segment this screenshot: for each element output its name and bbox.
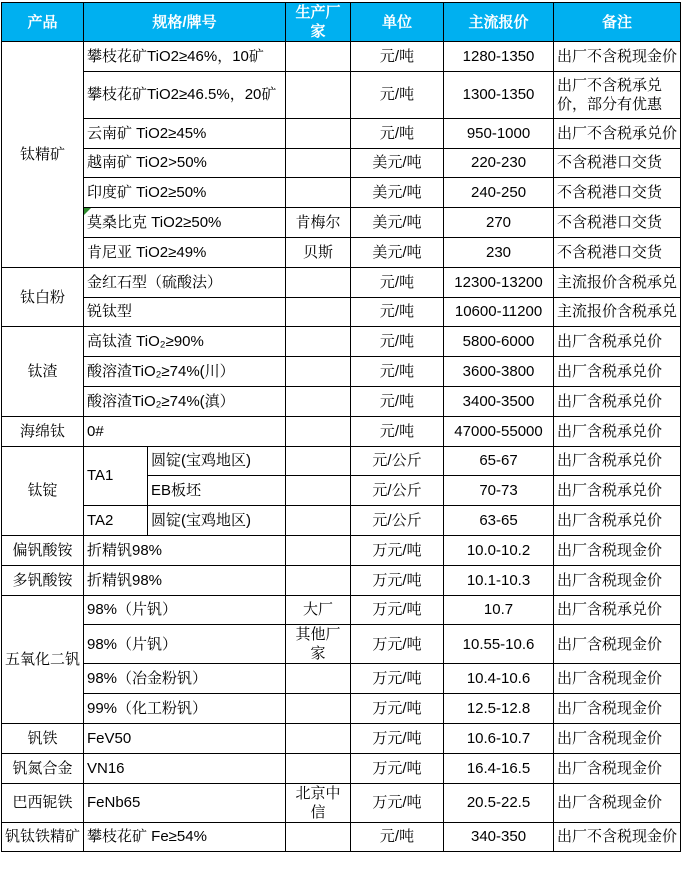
note-cell: 出厂含税承兑价: [554, 357, 681, 387]
note-cell: 主流报价含税承兑: [554, 267, 681, 297]
table-row: [2, 208, 681, 238]
note-cell: 出厂含税承兑价: [554, 327, 681, 357]
spec-cell: 印度矿 TiO2≥50%: [84, 178, 286, 208]
price-cell: 12300-13200: [444, 267, 554, 297]
unit-cell: 万元/吨: [351, 664, 444, 694]
header-maker: 生产厂家: [286, 3, 351, 42]
maker-cell: [286, 664, 351, 694]
spec-cell: 折精钒98%: [84, 565, 286, 595]
price-cell: 47000-55000: [444, 416, 554, 446]
maker-cell: [286, 535, 351, 565]
spec-cell: 高钛渣 TiO₂≥90%: [84, 327, 286, 357]
table-row: [2, 565, 681, 595]
table-row: [2, 506, 681, 536]
unit-cell: 万元/吨: [351, 595, 444, 625]
note-cell: 出厂含税现金价: [554, 625, 681, 664]
spec-cell: FeV50: [84, 723, 286, 753]
table-row: [2, 178, 681, 208]
note-cell: 不含税港口交货: [554, 208, 681, 238]
product-cell: 钒铁: [2, 723, 84, 753]
unit-cell: 万元/吨: [351, 625, 444, 664]
spec-cell: 锐钛型: [84, 297, 286, 327]
maker-cell: [286, 71, 351, 118]
note-cell: 出厂含税承兑价: [554, 476, 681, 506]
product-cell: 海绵钛: [2, 416, 84, 446]
maker-cell: 大厂: [286, 595, 351, 625]
spec-cell: [84, 208, 286, 238]
spec-cell: 98%（冶金粉钒）: [84, 664, 286, 694]
note-cell: 出厂含税现金价: [554, 565, 681, 595]
maker-cell: [286, 267, 351, 297]
price-cell: 63-65: [444, 506, 554, 536]
price-cell: 12.5-12.8: [444, 694, 554, 724]
unit-cell: 元/吨: [351, 297, 444, 327]
note-cell: 出厂不含税现金价: [554, 822, 681, 852]
table-row: [2, 783, 681, 822]
table-row: [2, 237, 681, 267]
header-product: 产品: [2, 3, 84, 42]
spec-cell: 酸溶渣TiO₂≥74%(滇）: [84, 386, 286, 416]
price-cell: 220-230: [444, 148, 554, 178]
maker-cell: [286, 694, 351, 724]
maker-cell: [286, 822, 351, 852]
note-cell: 出厂含税现金价: [554, 664, 681, 694]
note-cell: 出厂不含税现金价: [554, 42, 681, 72]
spec-cell: FeNb65: [84, 783, 286, 822]
table-row: [2, 664, 681, 694]
spec-cell: 肯尼亚 TiO2≥49%: [84, 237, 286, 267]
note-cell: 出厂不含税承兑价，部分有优惠: [554, 71, 681, 118]
unit-cell: 元/公斤: [351, 446, 444, 476]
price-table: [1, 2, 681, 852]
maker-cell: [286, 386, 351, 416]
product-cell: 五氧化二钒: [2, 595, 84, 723]
spec-grade-cell: TA1: [84, 446, 148, 506]
product-cell: 钛渣: [2, 327, 84, 416]
table-row: [2, 694, 681, 724]
note-cell: 主流报价含税承兑: [554, 297, 681, 327]
unit-cell: 元/吨: [351, 327, 444, 357]
price-cell: 10.6-10.7: [444, 723, 554, 753]
note-cell: 出厂含税承兑价: [554, 595, 681, 625]
unit-cell: 万元/吨: [351, 753, 444, 783]
product-cell: 偏钒酸铵: [2, 535, 84, 565]
note-cell: 出厂含税现金价: [554, 723, 681, 753]
unit-cell: 元/吨: [351, 357, 444, 387]
price-cell: 340-350: [444, 822, 554, 852]
unit-cell: 元/吨: [351, 267, 444, 297]
spec-cell: 0#: [84, 416, 286, 446]
unit-cell: 万元/吨: [351, 694, 444, 724]
price-cell: 10.7: [444, 595, 554, 625]
note-cell: 出厂含税现金价: [554, 783, 681, 822]
spec-form-cell: 圆锭(宝鸡地区): [148, 446, 286, 476]
table-row: [2, 446, 681, 476]
table-row: [2, 753, 681, 783]
header-spec: 规格/牌号: [84, 3, 286, 42]
price-cell: 65-67: [444, 446, 554, 476]
price-cell: 10.1-10.3: [444, 565, 554, 595]
unit-cell: 美元/吨: [351, 237, 444, 267]
table-row: [2, 822, 681, 852]
unit-cell: 万元/吨: [351, 535, 444, 565]
product-cell: 钒钛铁精矿: [2, 822, 84, 852]
price-cell: 20.5-22.5: [444, 783, 554, 822]
green-triangle-marker-icon: [84, 208, 91, 215]
unit-cell: 元/公斤: [351, 506, 444, 536]
price-cell: 240-250: [444, 178, 554, 208]
maker-cell: [286, 327, 351, 357]
table-row: [2, 267, 681, 297]
spec-cell: 云南矿 TiO2≥45%: [84, 118, 286, 148]
maker-cell: [286, 506, 351, 536]
table-row: [2, 42, 681, 72]
unit-cell: 元/公斤: [351, 476, 444, 506]
spec-grade-cell: TA2: [84, 506, 148, 536]
unit-cell: 美元/吨: [351, 148, 444, 178]
price-cell: 10.55-10.6: [444, 625, 554, 664]
price-cell: 16.4-16.5: [444, 753, 554, 783]
note-cell: 不含税港口交货: [554, 148, 681, 178]
table-row: [2, 327, 681, 357]
note-cell: 出厂不含税承兑价: [554, 118, 681, 148]
product-cell: 钒氮合金: [2, 753, 84, 783]
spec-cell: 酸溶渣TiO₂≥74%(川）: [84, 357, 286, 387]
table-row: [2, 118, 681, 148]
maker-cell: [286, 297, 351, 327]
price-cell: 5800-6000: [444, 327, 554, 357]
maker-cell: 肯梅尔: [286, 208, 351, 238]
spec-cell: 越南矿 TiO2>50%: [84, 148, 286, 178]
spec-cell: 攀枝花矿TiO2≥46%，10矿: [84, 42, 286, 72]
maker-cell: 贝斯: [286, 237, 351, 267]
table-row: [2, 625, 681, 664]
note-cell: 出厂含税现金价: [554, 535, 681, 565]
note-cell: 出厂含税承兑价: [554, 446, 681, 476]
table-header: [2, 3, 681, 42]
maker-cell: [286, 148, 351, 178]
note-cell: 出厂含税承兑价: [554, 506, 681, 536]
table-row: [2, 416, 681, 446]
maker-cell: [286, 416, 351, 446]
table-row: [2, 386, 681, 416]
table-row: [2, 297, 681, 327]
maker-cell: 北京中信: [286, 783, 351, 822]
unit-cell: 美元/吨: [351, 178, 444, 208]
table-row: [2, 535, 681, 565]
unit-cell: 美元/吨: [351, 208, 444, 238]
product-cell: 钛白粉: [2, 267, 84, 327]
price-cell: 950-1000: [444, 118, 554, 148]
spec-text: 莫桑比克 TiO2≥50%: [87, 214, 222, 232]
spec-cell: 折精钒98%: [84, 535, 286, 565]
price-cell: 10600-11200: [444, 297, 554, 327]
price-cell: 3400-3500: [444, 386, 554, 416]
header-unit: 单位: [351, 3, 444, 42]
spec-cell: VN16: [84, 753, 286, 783]
maker-cell: [286, 723, 351, 753]
unit-cell: 元/吨: [351, 42, 444, 72]
table-row: [2, 71, 681, 118]
price-cell: 10.4-10.6: [444, 664, 554, 694]
note-cell: 出厂含税现金价: [554, 753, 681, 783]
spec-cell: 攀枝花矿TiO2≥46.5%，20矿: [84, 71, 286, 118]
price-cell: 10.0-10.2: [444, 535, 554, 565]
spec-cell: 金红石型（硫酸法）: [84, 267, 286, 297]
note-cell: 不含税港口交货: [554, 178, 681, 208]
unit-cell: 元/吨: [351, 118, 444, 148]
table-row: [2, 595, 681, 625]
product-cell: 多钒酸铵: [2, 565, 84, 595]
price-cell: 70-73: [444, 476, 554, 506]
unit-cell: 元/吨: [351, 822, 444, 852]
table-row: [2, 357, 681, 387]
note-cell: 出厂含税承兑价: [554, 416, 681, 446]
maker-cell: [286, 357, 351, 387]
price-cell: 1300-1350: [444, 71, 554, 118]
maker-cell: [286, 446, 351, 476]
product-cell: 巴西铌铁: [2, 783, 84, 822]
product-cell: 钛精矿: [2, 42, 84, 268]
table-row: [2, 723, 681, 753]
spec-cell: 98%（片钒）: [84, 625, 286, 664]
table-row: [2, 148, 681, 178]
maker-cell: [286, 178, 351, 208]
price-cell: 3600-3800: [444, 357, 554, 387]
spec-cell: 攀枝花矿 Fe≥54%: [84, 822, 286, 852]
maker-cell: [286, 565, 351, 595]
spec-cell: 99%（化工粉钒）: [84, 694, 286, 724]
spec-form-cell: EB板坯: [148, 476, 286, 506]
price-cell: 270: [444, 208, 554, 238]
spec-cell: 98%（片钒）: [84, 595, 286, 625]
maker-cell: [286, 118, 351, 148]
header-note: 备注: [554, 3, 681, 42]
maker-cell: [286, 42, 351, 72]
header-price: 主流报价: [444, 3, 554, 42]
price-cell: 230: [444, 237, 554, 267]
unit-cell: 万元/吨: [351, 783, 444, 822]
maker-cell: 其他厂家: [286, 625, 351, 664]
price-cell: 1280-1350: [444, 42, 554, 72]
note-cell: 出厂含税现金价: [554, 694, 681, 724]
unit-cell: 元/吨: [351, 386, 444, 416]
maker-cell: [286, 753, 351, 783]
unit-cell: 元/吨: [351, 71, 444, 118]
unit-cell: 万元/吨: [351, 565, 444, 595]
note-cell: 出厂含税承兑价: [554, 386, 681, 416]
product-cell: 钛锭: [2, 446, 84, 535]
maker-cell: [286, 476, 351, 506]
spec-form-cell: 圆锭(宝鸡地区): [148, 506, 286, 536]
unit-cell: 万元/吨: [351, 723, 444, 753]
unit-cell: 元/吨: [351, 416, 444, 446]
note-cell: 不含税港口交货: [554, 237, 681, 267]
